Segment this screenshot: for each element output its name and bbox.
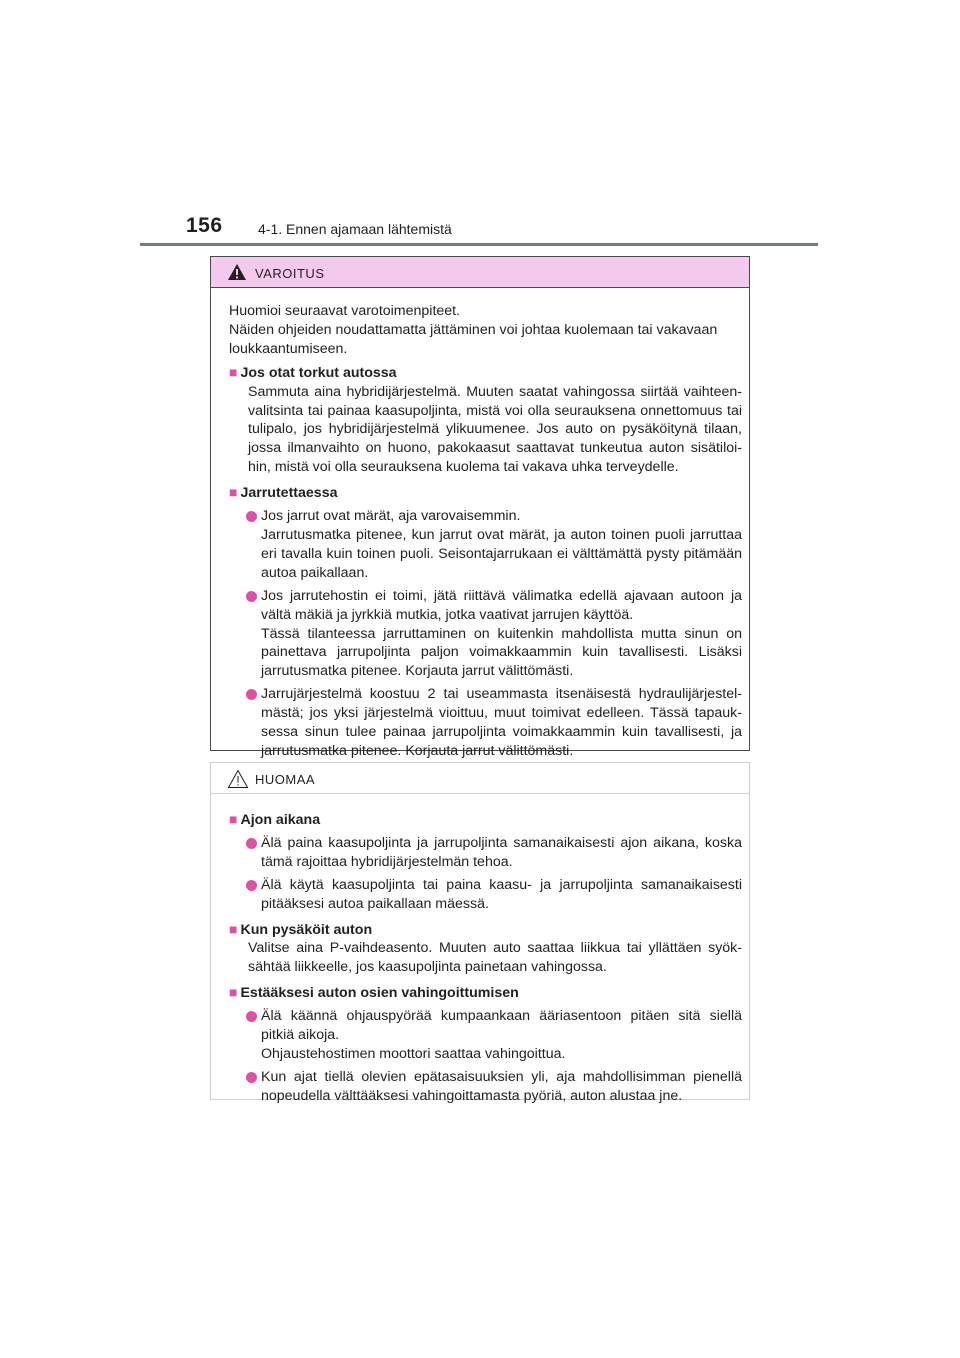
warning-triangle-outline-icon bbox=[227, 769, 249, 789]
section-heading-text: Jarrutettaessa bbox=[240, 485, 338, 502]
bullet-item bbox=[229, 507, 742, 583]
bullet-text: Älä käytä kaasupoljinta tai paina kaasu- ja jarrupoljinta samanaikaisesti pitääksesi autoa paikallaan mäessä. bbox=[261, 876, 742, 912]
bullet-text: Tässä tilanteessa jarruttaminen on kuitenkin mahdollista mutta sinun on painettava jarrupoljinta paljon voimakkaammin kuin tavallisesti. Lisäksi jarrutusmatka pitenee. Korjauta jarrut välittömästi. bbox=[261, 625, 742, 680]
warning-intro: Huomioi seuraavat varotoimenpiteet. bbox=[229, 303, 461, 319]
bullet-item bbox=[229, 834, 742, 872]
warning-triangle-filled-icon bbox=[227, 263, 247, 281]
bullet-item bbox=[229, 685, 742, 761]
warning-intro-2: Näiden ohjeiden noudattamatta jättäminen voi johtaa kuolemaan tai vakavaan loukkaantumiseen. bbox=[229, 321, 718, 357]
round-bullet-icon bbox=[246, 511, 257, 522]
section-heading-text: Estääksesi auton osien vahingoittumisen bbox=[240, 985, 519, 1002]
bullet-item bbox=[229, 876, 742, 914]
notice-box bbox=[210, 762, 750, 1104]
round-bullet-icon bbox=[246, 689, 257, 700]
square-bullet-icon: ■ bbox=[229, 920, 238, 937]
bullet-text: Älä paina kaasupoljinta ja jarrupoljinta samanaikaisesti ajon aikana, koska tämä rajoittaa hybridijärjestelmän tehoa. bbox=[261, 834, 742, 870]
round-bullet-icon bbox=[246, 838, 257, 849]
bullet-text: Älä käännä ohjauspyörää kumpaankaan ääriasentoon pitäen sitä siellä pitkiä aikoja. bbox=[261, 1008, 742, 1044]
square-bullet-icon: ■ bbox=[229, 484, 238, 501]
section-heading bbox=[229, 483, 742, 503]
warning-header bbox=[211, 257, 749, 288]
round-bullet-icon bbox=[246, 1072, 257, 1083]
notice-body bbox=[211, 794, 749, 1106]
square-bullet-icon: ■ bbox=[229, 984, 238, 1001]
section-heading bbox=[229, 363, 742, 383]
bullet-item bbox=[229, 1068, 742, 1106]
section-text: Sammuta aina hybridijärjestelmä. Muuten saatat vahingossa siirtää vaihteen-valitsinta tai painaa kaasupoljinta, mistä voi olla seurauksena onnettomuus tai tulipalo, jos hybridijärjestelmä ylikuumenee. Jos auto on pysäköitynä tilaan, jossa ilmanvaihto on huono, pakokaasut saattavat tunkeutua auton sisätiloi-hin, mistä voi olla seurauksena kuolema tai vakava uhka terveydelle. bbox=[248, 383, 742, 476]
bullet-item bbox=[229, 587, 742, 682]
section-heading bbox=[229, 983, 742, 1003]
bullet-text: Kun ajat tiellä olevien epätasaisuuksien yli, aja mahdollisimman pienellä nopeudella välttääksesi vahingoittamasta pyöriä, auton alustaa jne. bbox=[261, 1068, 742, 1104]
square-bullet-icon: ■ bbox=[229, 363, 238, 380]
bullet-text: Ohjaustehostimen moottori saattaa vahingoittua. bbox=[261, 1045, 566, 1062]
warning-body bbox=[211, 288, 749, 761]
notice-label: HUOMAA bbox=[255, 772, 316, 787]
section-heading-text: Ajon aikana bbox=[240, 812, 321, 828]
bullet-text: Jarrutusmatka pitenee, kun jarrut ovat märät, ja auton toinen puoli jarruttaa eri tavalla kuin toinen puoli. Seisontajarrukaan ei välttämättä pysty pitämään autoa paikallaan. bbox=[261, 526, 742, 581]
warning-label: VAROITUS bbox=[255, 266, 325, 281]
bullet-item bbox=[229, 1007, 742, 1064]
section-heading bbox=[229, 920, 742, 940]
section-text: Valitse aina P-vaihdeasento. Muuten auto saattaa liikkua tai yllättäen syök-sähtää liikkeelle, jos kaasupoljinta painetaan vahingossa. bbox=[248, 940, 742, 976]
round-bullet-icon bbox=[246, 880, 257, 891]
notice-header bbox=[211, 763, 749, 794]
round-bullet-icon bbox=[246, 1011, 257, 1022]
header-divider bbox=[140, 243, 818, 246]
section-title: 4-1. Ennen ajamaan lähtemistä bbox=[258, 221, 452, 237]
warning-box bbox=[210, 256, 750, 759]
bullet-text: Jarrujärjestelmä koostuu 2 tai useammasta itsenäisestä hydraulijärjestel-mästä; jos yksi järjestelmä vioittuu, muut toimivat edelleen. Tässä tapauk-sessa sinun tulee painaa jarrupoljinta voimakkaammin kuin tavallisesti, ja jarrutusmatka pitenee. Korjauta jarrut välittömästi. bbox=[261, 686, 742, 759]
page-number: 156 bbox=[186, 214, 223, 237]
section-heading-text: Kun pysäköit auton bbox=[240, 921, 373, 938]
round-bullet-icon bbox=[246, 591, 257, 602]
section-heading-text: Jos otat torkut autossa bbox=[240, 364, 397, 381]
bullet-text: Jos jarrut ovat märät, aja varovaisemmin. bbox=[261, 508, 521, 525]
section-heading bbox=[229, 810, 742, 830]
bullet-text: Jos jarrutehostin ei toimi, jätä riittävä välimatka edellä ajavaan autoon ja vältä mäkiä ja jyrkkiä mutkia, jotka vaativat jarrujen käyttöä. bbox=[261, 587, 742, 623]
square-bullet-icon: ■ bbox=[229, 811, 238, 827]
